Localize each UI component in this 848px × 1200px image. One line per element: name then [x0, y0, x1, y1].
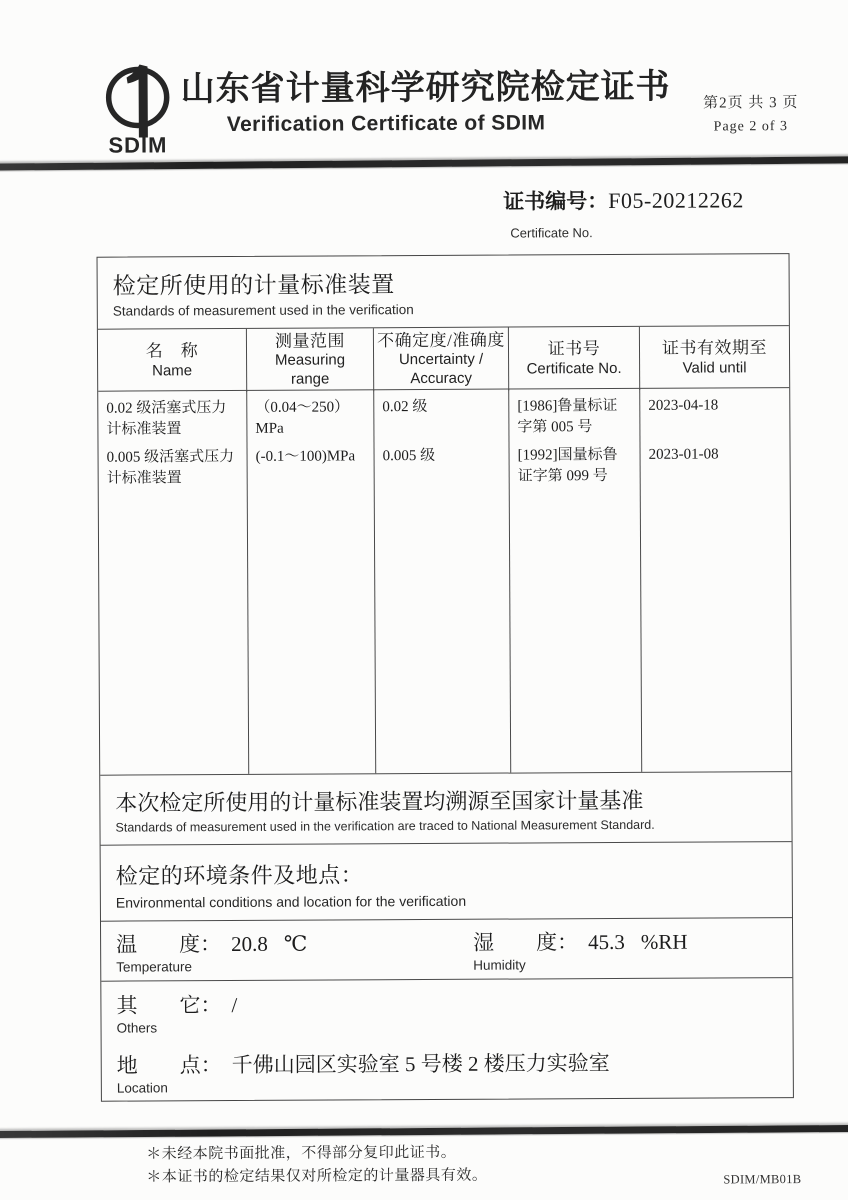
certificate-number — [503, 184, 744, 215]
temperature-label: 温 度： — [116, 932, 222, 957]
page-indicator-en: Page 2 of 3 — [713, 119, 789, 135]
footnote-2: ＊本证书的检定结果仅对所检定的计量器具有效。 — [146, 1167, 488, 1186]
standards-title-en: Standards of measurement used in the verification — [112, 302, 414, 319]
certificate-number-value: F05-20212262 — [608, 187, 744, 214]
standard-2-accuracy: 0.005 级 — [382, 447, 436, 465]
temperature-unit: ℃ — [283, 931, 308, 956]
standards-table-body — [98, 388, 791, 775]
certificate-number-label: 证书编号： — [503, 189, 609, 214]
header-cell-valid — [640, 326, 789, 390]
certificate-body-box — [97, 253, 794, 1102]
header-cell-certno — [509, 327, 640, 390]
header-divider-rule — [0, 156, 848, 170]
header-cell-accuracy — [374, 328, 509, 391]
cell-valid-dates — [640, 388, 791, 772]
standard-2-name: 0.005 级活塞式压力计标准装置 — [106, 448, 235, 487]
header-valid-en: Valid until — [682, 358, 747, 377]
humidity-value: 45.3 — [588, 929, 625, 955]
header-name-zh: 名 称 — [145, 341, 199, 361]
header-accuracy-en: Uncertainty / Accuracy — [398, 350, 484, 388]
header-valid-zh: 证书有效期至 — [661, 338, 768, 359]
header-range-en: Measuring range — [274, 351, 346, 388]
header-name-en: Name — [152, 361, 193, 380]
standard-2-range: (-0.1～100)MPa — [255, 448, 356, 465]
certificate-title-zh: 山东省计量科学研究院检定证书 — [180, 68, 671, 109]
form-code: SDIM/MB01B — [723, 1172, 802, 1187]
location-label: 地 点： — [116, 1053, 222, 1078]
header-accuracy-zh: 不确定度/准确度 — [377, 330, 505, 351]
logo-text: SDIM — [108, 132, 168, 156]
others-value: / — [231, 992, 238, 1018]
cell-names — [98, 391, 249, 775]
standard-1-valid: 2023-04-18 — [648, 397, 719, 414]
header-certno-zh: 证书号 — [547, 339, 601, 359]
cell-certnos — [509, 389, 642, 773]
traceability-en: Standards of measurement used in the verification are traced to National Measurement Standard. — [115, 817, 655, 835]
others-location-row — [101, 977, 793, 1103]
temperature-humidity-row — [101, 917, 792, 981]
footnote-1: ＊未经本院书面批准，不得部分复印此证书。 — [146, 1144, 457, 1163]
cell-accuracies — [374, 390, 511, 774]
location-value: 千佛山园区实验室 5 号楼 2 楼压力实验室 — [231, 1051, 610, 1078]
header-range-zh: 测量范围 — [274, 331, 346, 351]
humidity-field — [473, 926, 688, 973]
sdim-logo-icon — [87, 59, 188, 156]
location-label-en: Location — [116, 1080, 168, 1096]
traceability-section — [100, 772, 791, 845]
footer-divider-rule — [0, 1125, 848, 1138]
environment-section-title — [101, 841, 792, 921]
header-cell-range — [247, 328, 374, 391]
location-field — [117, 1046, 778, 1095]
certificate-number-label-en: Certificate No. — [510, 225, 593, 241]
cell-ranges — [247, 390, 376, 774]
temperature-field — [116, 928, 307, 975]
standards-title-zh: 检定所使用的计量标准装置 — [112, 272, 395, 299]
others-label-en: Others — [116, 1020, 158, 1036]
standards-table — [98, 325, 791, 776]
traceability-zh: 本次检定所使用的计量标准装置均溯源至国家计量基准 — [115, 787, 644, 816]
header-cell-name — [98, 329, 247, 393]
page-indicator-zh: 第2页 共 3 页 — [703, 95, 799, 112]
humidity-label: 湿 度： — [473, 930, 579, 955]
page-indicator — [686, 91, 816, 136]
standards-section — [98, 254, 789, 329]
environment-title-en: Environmental conditions and location for the verification — [115, 892, 467, 911]
standard-2-certno: [1992]国量标鲁证字第 099 号 — [517, 446, 618, 485]
standard-2-valid: 2023-01-08 — [648, 446, 719, 463]
others-label: 其 它： — [116, 993, 222, 1018]
environment-title-zh: 检定的环境条件及地点： — [115, 862, 364, 889]
certificate-title-en: Verification Certificate of SDIM — [226, 111, 546, 137]
others-field — [116, 989, 237, 1036]
standards-table-header-row — [98, 326, 789, 392]
temperature-label-en: Temperature — [116, 959, 193, 975]
temperature-value: 20.8 — [231, 931, 268, 957]
standard-1-accuracy: 0.02 级 — [382, 398, 428, 416]
footnotes — [146, 1142, 487, 1190]
standard-1-name: 0.02 级活塞式压力计标准装置 — [106, 400, 227, 438]
humidity-unit: %RH — [640, 929, 688, 954]
header-certno-en: Certificate No. — [526, 359, 622, 378]
standard-1-range: （0.04～250）MPa — [255, 399, 350, 438]
standard-1-certno: [1986]鲁量标证字第 005 号 — [517, 397, 618, 436]
humidity-label-en: Humidity — [473, 957, 526, 973]
